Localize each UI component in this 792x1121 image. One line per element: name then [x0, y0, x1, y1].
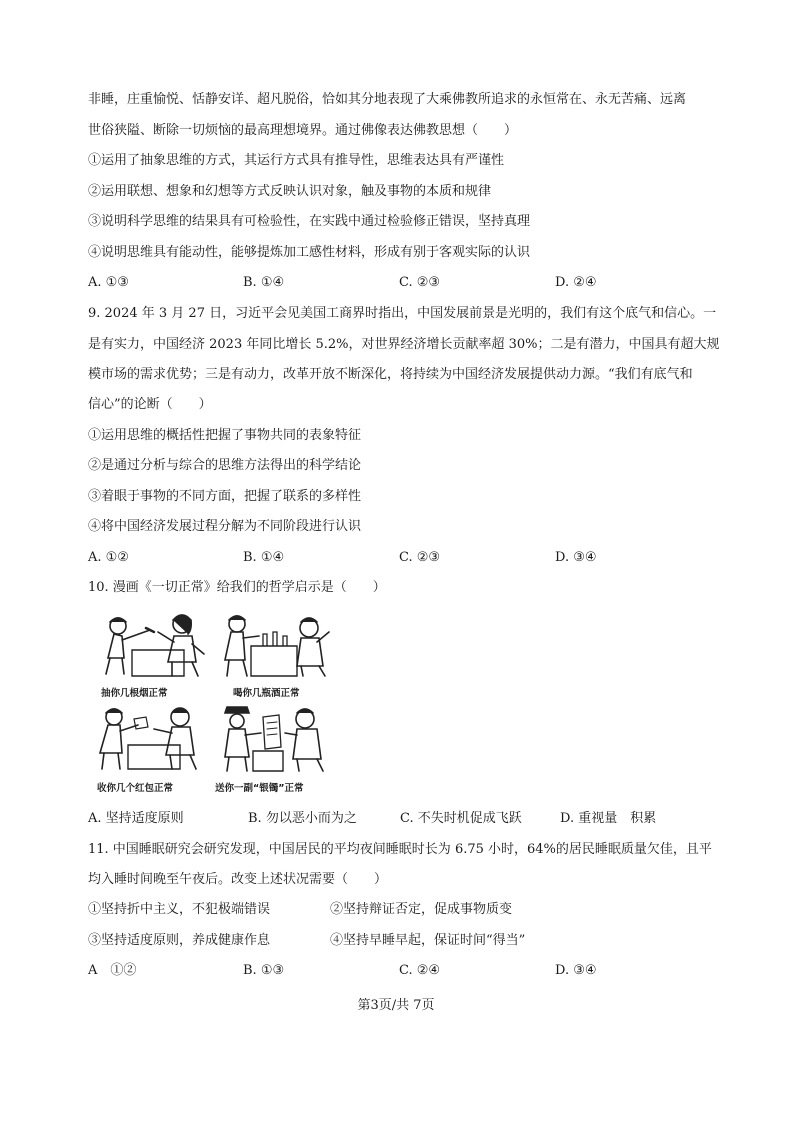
q10-option-c: C. 不失时机促成飞跃: [400, 811, 522, 826]
q11-option-d: D. ③④: [555, 963, 597, 978]
caption-cigarettes: 抽你几根烟正常: [101, 688, 168, 699]
q8-option-b: B. ①④: [243, 275, 285, 290]
q9-option-b: B. ①④: [243, 550, 285, 565]
cartoon-panel-wine: [213, 610, 337, 682]
q9-option-a: A. ①②: [88, 550, 129, 565]
q9-statement-4: ④将中国经济发展过程分解为不同阶段进行认识: [88, 519, 362, 534]
q9-option-d: D. ③④: [555, 550, 597, 565]
q8-option-c: C. ②③: [399, 275, 441, 290]
q8-statement-2: ②运用联想、想象和幻想等方式反映认识对象，触及事物的本质和规律: [88, 184, 492, 199]
q10-stem: 10. 漫画《一切正常》给我们的哲学启示是（ ）: [88, 580, 386, 595]
q11-line-2: 均入睡时间晚至午夜后。改变上述状况需要（ ）: [88, 872, 388, 887]
caption-red-envelopes: 收你几个红包正常: [97, 783, 174, 794]
q8-statement-3: ③说明科学思维的结果具有可检验性，在实践中通过检验修正错误，坚持真理: [88, 214, 531, 229]
q9-statement-2: ②是通过分析与综合的思维方法得出的科学结论: [88, 458, 362, 473]
caption-wine: 喝你几瓶酒正常: [233, 688, 300, 699]
q9-line-1: 9. 2024 年 3 月 27 日，习近平会见美国工商界时指出，中国发展前景是光明的，我们有这个底气和信心。一: [88, 306, 717, 321]
q9-statement-3: ③着眼于事物的不同方面，把握了联系的多样性: [88, 489, 362, 504]
q8-line-1: 非睡，庄重愉悦、恬静安详、超凡脱俗，恰如其分地表现了大乘佛教所追求的永恒常在、永无苦痛、远离: [88, 92, 687, 107]
q9-line-3: 模市场的需求优势；三是有动力，改革开放不断深化，将持续为中国经济发展提供动力源。“我们有底气和: [88, 367, 693, 382]
q11-line-1: 11. 中国睡眠研究会研究发现，中国居民的平均夜间睡眠时长为 6.75 小时，64%的居民睡眠质量欠佳，且平: [88, 842, 712, 857]
q10-option-a: A. 坚持适度原则: [88, 811, 184, 826]
q8-statement-4: ④说明思维具有能动性，能够提炼加工感性材料，形成有别于客观实际的认识: [88, 245, 531, 260]
q8-option-a: A. ①③: [88, 275, 129, 290]
q9-line-4: 信心”的论断（ ）: [88, 397, 212, 412]
q11-statement-4: ④坚持早睡早起，保证时间“得当”: [330, 933, 526, 948]
q10-option-b: B. 勿以恶小而为之: [248, 811, 357, 826]
cartoon-panel-cigarettes: [88, 610, 212, 682]
q8-statement-1: ①运用了抽象思维的方式，其运行方式具有推导性，思维表达具有严谨性: [88, 153, 505, 168]
cartoon-panel-handcuffs: [213, 703, 337, 775]
q9-option-c: C. ②③: [399, 550, 441, 565]
q11-option-b: B. ①③: [243, 963, 285, 978]
q8-option-d: D. ②④: [555, 275, 597, 290]
q11-statement-2: ②坚持辩证否定，促成事物质变: [330, 902, 513, 917]
q11-statement-3: ③坚持适度原则，养成健康作息: [88, 933, 271, 948]
q10-option-d: D. 重视量 积累: [560, 811, 657, 826]
page-footer: 第3页/共 7页: [357, 998, 435, 1013]
q9-statement-1: ①运用思维的概括性把握了事物共同的表象特征: [88, 428, 362, 443]
q11-statement-1: ①坚持折中主义，不犯极端错误: [88, 902, 271, 917]
q11-option-c: C. ②④: [399, 963, 441, 978]
q9-line-2: 是有实力，中国经济 2023 年同比增长 5.2%，对世界经济增长贡献率超 30%；二是有潜力，中国具有超大规: [88, 337, 720, 352]
q11-option-a: A ①②: [88, 963, 137, 978]
cartoon-panel-red-envelopes: [88, 703, 212, 775]
q8-line-2: 世俗狭隘、断除一切烦恼的最高理想境界。通过佛像表达佛教思想（ ）: [88, 123, 518, 138]
caption-handcuffs: 送你一副“银镯”正常: [215, 783, 304, 794]
